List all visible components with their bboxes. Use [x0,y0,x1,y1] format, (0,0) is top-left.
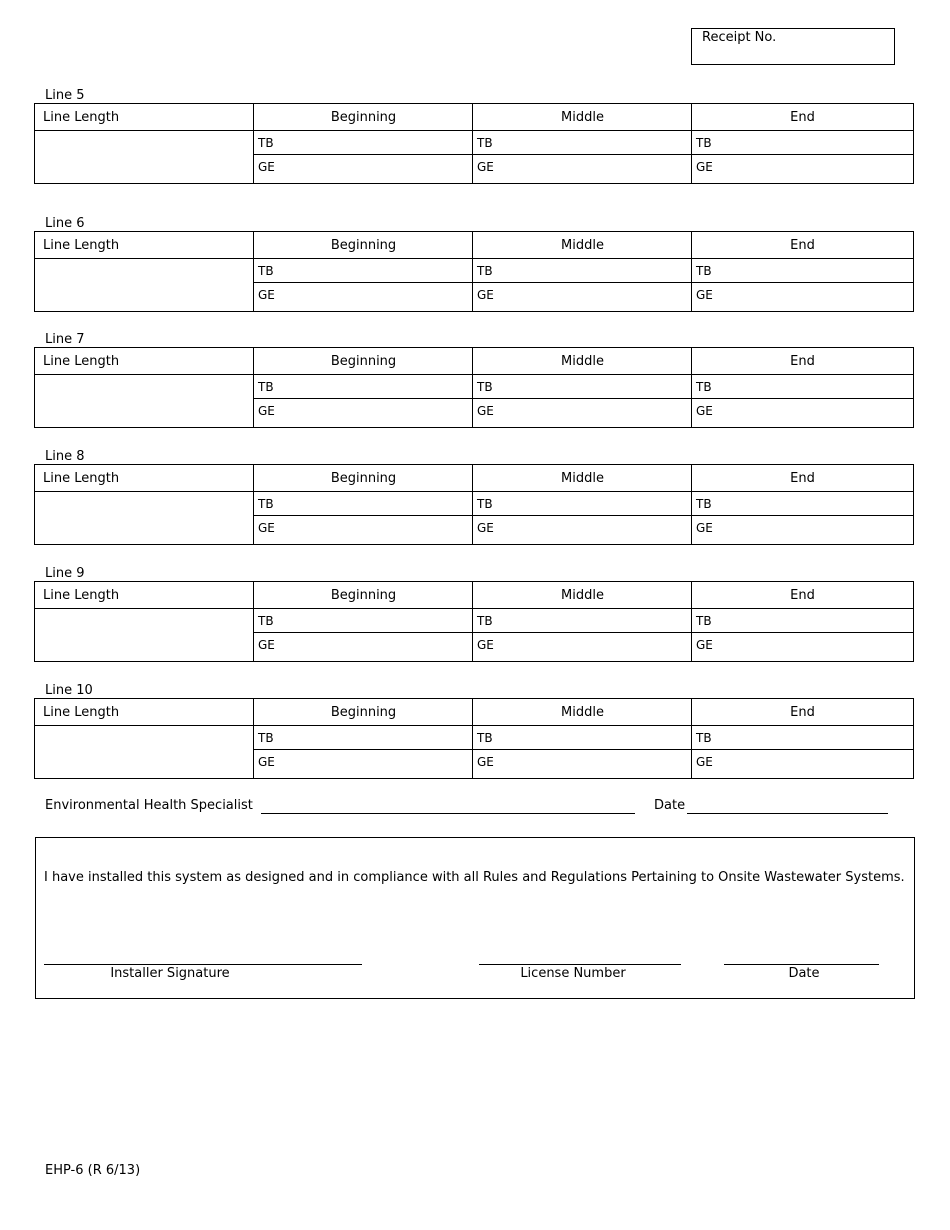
certification-statement: I have installed this system as designed and in compliance with all Rules and Regulations Pertaining to Onsite Wastewater Systems. [44,870,905,885]
middle-header: Middle [561,354,604,369]
end-ge-field[interactable]: GE [696,404,713,418]
beginning-ge-field[interactable]: GE [258,160,275,174]
end-tb-field[interactable]: TB [696,497,712,511]
middle-tb-field[interactable]: TB [477,136,493,150]
line-length-value-field[interactable] [35,259,253,311]
installer-signature-line[interactable] [44,964,362,965]
line-length-header: Line Length [43,238,120,253]
beginning-tb-field[interactable]: TB [258,497,274,511]
middle-tb-field[interactable]: TB [477,380,493,394]
beginning-ge-field[interactable]: GE [258,638,275,652]
beginning-tb-field[interactable]: TB [258,136,274,150]
end-tb-field[interactable]: TB [696,614,712,628]
line-length-header: Line Length [43,705,120,720]
line-measurement-table [34,698,914,779]
beginning-tb-field[interactable]: TB [258,614,274,628]
specialist-signature-line[interactable] [261,813,635,814]
end-header: End [790,588,815,603]
line-length-value-field[interactable] [35,609,253,661]
middle-header: Middle [561,238,604,253]
line-measurement-table [34,464,914,545]
beginning-header: Beginning [330,110,397,125]
line-measurement-table [34,103,914,184]
license-number-line[interactable] [479,964,681,965]
beginning-ge-field[interactable]: GE [258,288,275,302]
line-title: Line 7 [45,332,85,347]
line-length-value-field[interactable] [35,131,253,183]
line-title: Line 6 [45,216,85,231]
beginning-header: Beginning [330,238,397,253]
middle-ge-field[interactable]: GE [477,638,494,652]
line-measurement-table [34,231,914,312]
end-ge-field[interactable]: GE [696,638,713,652]
middle-tb-field[interactable]: TB [477,497,493,511]
end-ge-field[interactable]: GE [696,755,713,769]
installer-date-label: Date [788,966,820,981]
specialist-date-label: Date [654,798,686,813]
beginning-header: Beginning [330,354,397,369]
end-header: End [790,354,815,369]
beginning-header: Beginning [330,705,397,720]
middle-header: Middle [561,471,604,486]
middle-ge-field[interactable]: GE [477,288,494,302]
end-tb-field[interactable]: TB [696,136,712,150]
end-ge-field[interactable]: GE [696,160,713,174]
specialist-date-line[interactable] [687,813,888,814]
receipt-number-label: Receipt No. [702,30,777,45]
middle-tb-field[interactable]: TB [477,731,493,745]
form-id: EHP-6 (R 6/13) [45,1163,141,1178]
line-title: Line 10 [45,683,93,698]
end-tb-field[interactable]: TB [696,264,712,278]
beginning-ge-field[interactable]: GE [258,404,275,418]
license-number-label: License Number [520,966,626,981]
middle-ge-field[interactable]: GE [477,521,494,535]
end-tb-field[interactable]: TB [696,380,712,394]
middle-header: Middle [561,588,604,603]
receipt-number-field[interactable] [691,28,895,65]
line-length-value-field[interactable] [35,726,253,778]
middle-header: Middle [561,705,604,720]
end-header: End [790,110,815,125]
end-ge-field[interactable]: GE [696,521,713,535]
installer-date-line[interactable] [724,964,879,965]
line-measurement-table [34,581,914,662]
end-tb-field[interactable]: TB [696,731,712,745]
line-title: Line 5 [45,88,85,103]
middle-tb-field[interactable]: TB [477,264,493,278]
end-header: End [790,471,815,486]
middle-header: Middle [561,110,604,125]
beginning-tb-field[interactable]: TB [258,264,274,278]
line-length-header: Line Length [43,354,120,369]
end-header: End [790,238,815,253]
end-header: End [790,705,815,720]
middle-ge-field[interactable]: GE [477,404,494,418]
line-title: Line 8 [45,449,85,464]
installer-certification-box [35,837,915,999]
installer-signature-label: Installer Signature [110,966,230,981]
middle-tb-field[interactable]: TB [477,614,493,628]
line-length-value-field[interactable] [35,492,253,544]
beginning-header: Beginning [330,471,397,486]
end-ge-field[interactable]: GE [696,288,713,302]
beginning-header: Beginning [330,588,397,603]
line-measurement-table [34,347,914,428]
line-length-value-field[interactable] [35,375,253,427]
line-length-header: Line Length [43,471,120,486]
line-length-header: Line Length [43,110,120,125]
beginning-ge-field[interactable]: GE [258,521,275,535]
line-length-header: Line Length [43,588,120,603]
beginning-ge-field[interactable]: GE [258,755,275,769]
middle-ge-field[interactable]: GE [477,755,494,769]
beginning-tb-field[interactable]: TB [258,380,274,394]
middle-ge-field[interactable]: GE [477,160,494,174]
line-title: Line 9 [45,566,85,581]
beginning-tb-field[interactable]: TB [258,731,274,745]
specialist-label: Environmental Health Specialist [45,798,253,813]
